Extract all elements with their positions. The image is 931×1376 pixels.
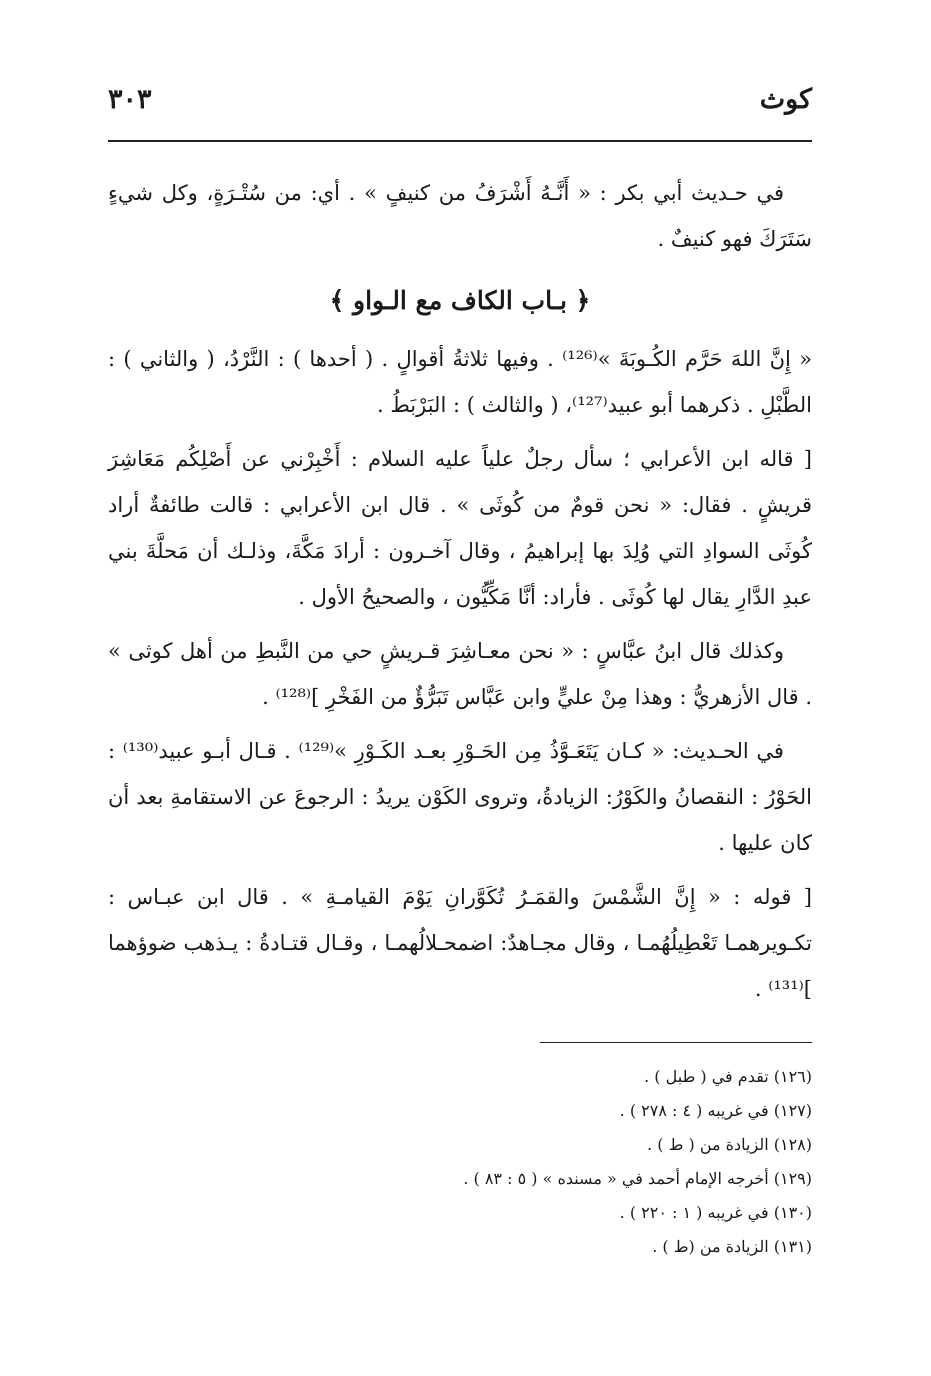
paragraph-kutha: [ قاله ابن الأعرابي ؛ سأل رجلٌ علياً عليه السلام : أَخْبِرْني عن أَصْلِكُم مَعَاشِرَ قريشٍ . فقال: « نحن قومٌ من كُوثَى » . قال ابن الأعرابي : قالت طائفةٌ أراد كُوثَى السوادِ التي وُلِدَ بها إبراهيمُ ، وقال آخـرون : أرادَ مَكَّةَ، وذلـك أن مَحلَّةَ بني عبدِ الدَّارِ يقال لها كُوثَى . فأراد: أنَّا مَكِّيُّون ، والصحيحُ الأول .	[108, 447, 812, 609]
paragraph-kanif: في حـديث أبي بكر : « أَنَّـهُ أَشْرَفُ من كنيفٍ » . أي: من سُتْـرَةٍ، وكل شيءٍ سَتَرَكَ فهو كنيفٌ .	[108, 181, 812, 251]
footnote-rule	[540, 1042, 812, 1043]
paragraph-takwir: [ قوله : « إِنَّ الشَّمْسَ والقمَـرُ تُكَوَّرانِ يَوْمَ القيامـةِ » . قال ابن عبـاس : تكـويرهمـا تَعْطِيلُهُمـا ، وقال مجـاهدٌ: اضمحـلالُهمـا ، وقـال قتـادةُ : يـذهب ضوؤهما ]⁽¹³¹⁾ .	[108, 885, 812, 1001]
running-head: كوث	[759, 84, 812, 115]
footnotes	[108, 1060, 812, 1264]
footnote-128: (١٢٨) الزيادة من ( ط ) .	[647, 1135, 812, 1154]
footnote-126: (١٢٦) تقدم في ( طبل ) .	[644, 1067, 812, 1086]
paragraph-ibn-abbas: وكذلك قال ابنُ عبَّاسٍ : « نحن معـاشِرَ قـريشٍ حي من النَّبطِ من أهل كوثى » . قال الأزهريُّ : وهذا مِنْ عليٍّ وابن عَبَّاس تَبَرُّؤٌ من الفَخْرِ ]⁽¹²⁸⁾ .	[108, 639, 812, 709]
footnote-131: (١٣١) الزيادة من (ط ) .	[652, 1237, 812, 1256]
section-heading: ﴿ بـاب الكاف مع الـواو ﴾	[329, 286, 591, 315]
footnote-130: (١٣٠) في غريبه ( ١ : ٢٢٠ ) .	[619, 1203, 812, 1222]
page-header	[108, 84, 812, 128]
footnote-127: (١٢٧) في غريبه ( ٤ : ٢٧٨ ) .	[619, 1101, 812, 1120]
paragraph-kuba: « إِنَّ اللهَ حَرَّم الكُـوبَةَ »⁽¹²⁶⁾ . وفيها ثلاثةُ أقوالٍ . ( أحدها ) : النَّرْدُ، ( والثاني ) : الطَّبْلِ . ذكرهما أبو عبيد⁽¹²⁷⁾، ( والثالث ) : البَرْبَطُ .	[108, 347, 813, 417]
paragraph-hawr-kawr: في الحـديث: « كـان يَتَعَـوَّذُ مِن الحَـوْرِ بعـد الكَـوْرِ »⁽¹²⁹⁾ . قـال أبـو عبيد⁽¹³⁰⁾ : الحَوْرُ : النقصانُ والكَوْرُ: الزيادةُ، وتروى الكَوْن يريدُ : الرجوعَ عن الاستقامةِ بعد أن كان عليها .	[108, 739, 812, 855]
page-number: ٣٠٣	[108, 84, 152, 115]
footnote-129: (١٢٩) أخرجه الإمام أحمد في « مسنده » ( ٥ : ٨٣ ) .	[463, 1169, 812, 1188]
header-rule	[108, 140, 812, 142]
main-text	[108, 170, 812, 1020]
